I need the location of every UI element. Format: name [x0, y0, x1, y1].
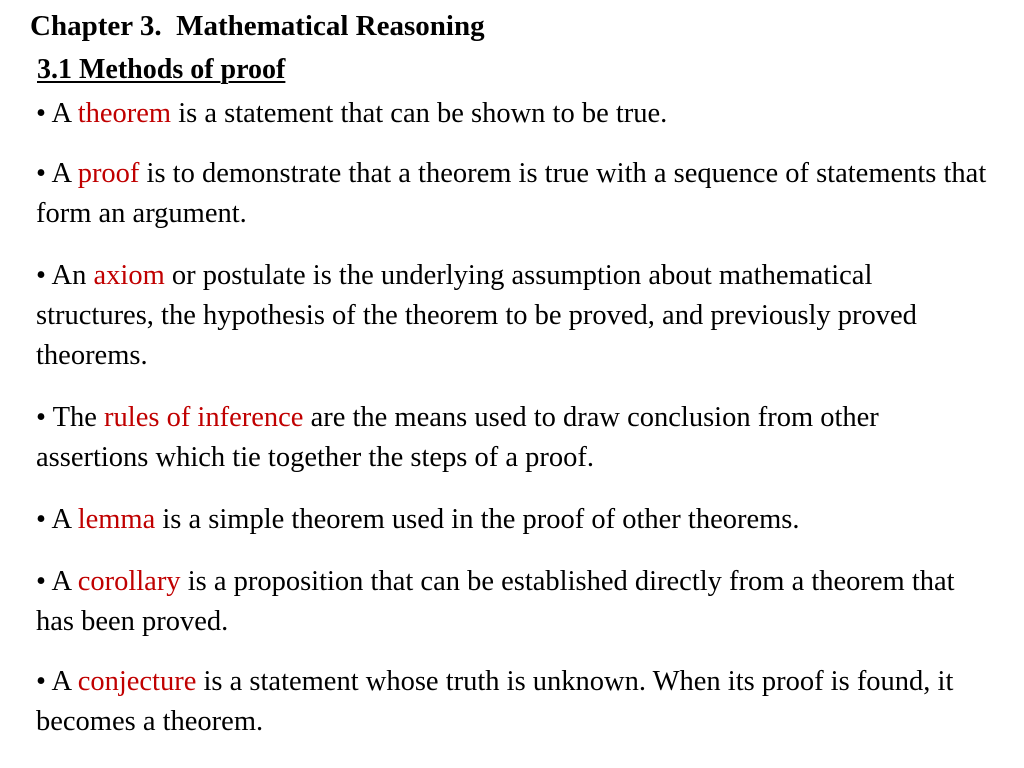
- bullet-text: or postulate is the underlying assumption about mathematical structures, the hypothesis of the theorem to be proved, and previously proved theorems.: [36, 260, 917, 371]
- bullet-corollary: [36, 562, 996, 642]
- bullet-marker: •: [36, 566, 46, 597]
- term-proof: proof: [77, 158, 140, 189]
- term-axiom: axiom: [93, 260, 165, 291]
- term-conjecture: conjecture: [77, 666, 197, 697]
- bullet-conjecture: [36, 662, 996, 742]
- bullet-text: are the means used to draw conclusion from other assertions which tie together the steps of a proof.: [36, 402, 879, 473]
- section-title: 3.1 Methods of proof: [37, 54, 286, 85]
- term-theorem: theorem: [77, 98, 172, 129]
- bullet-rules-of-inference: [36, 398, 996, 478]
- bullet-lead: The: [52, 402, 97, 433]
- bullet-text: is to demonstrate that a theorem is true with a sequence of statements that form an argument.: [36, 158, 987, 229]
- bullet-lead: An: [51, 260, 87, 291]
- bullet-lead: A: [51, 504, 71, 535]
- term-corollary: corollary: [77, 566, 181, 597]
- term-lemma: lemma: [77, 504, 156, 535]
- bullet-text: is a statement whose truth is unknown. When its proof is found, it becomes a theorem.: [36, 666, 954, 737]
- bullet-text: is a proposition that can be established directly from a theorem that has been proved.: [36, 566, 955, 637]
- bullet-marker: •: [36, 402, 46, 433]
- bullet-theorem: [36, 94, 996, 134]
- bullet-marker: •: [36, 260, 46, 291]
- bullet-marker: •: [36, 158, 46, 189]
- bullet-lead: A: [51, 158, 71, 189]
- bullet-list: [36, 94, 996, 742]
- bullet-text: is a simple theorem used in the proof of other theorems.: [162, 504, 800, 535]
- bullet-marker: •: [36, 666, 46, 697]
- bullet-lead: A: [51, 566, 71, 597]
- chapter-title: Chapter 3. Mathematical Reasoning: [30, 10, 485, 42]
- bullet-lead: A: [51, 98, 71, 129]
- term-rules-of-inference: rules of inference: [104, 402, 304, 433]
- bullet-lead: A: [51, 666, 71, 697]
- bullet-marker: •: [36, 504, 46, 535]
- bullet-axiom: [36, 256, 996, 376]
- bullet-marker: •: [36, 98, 46, 129]
- bullet-text: is a statement that can be shown to be true.: [178, 98, 668, 129]
- bullet-lemma: [36, 500, 996, 540]
- bullet-proof: [36, 154, 996, 234]
